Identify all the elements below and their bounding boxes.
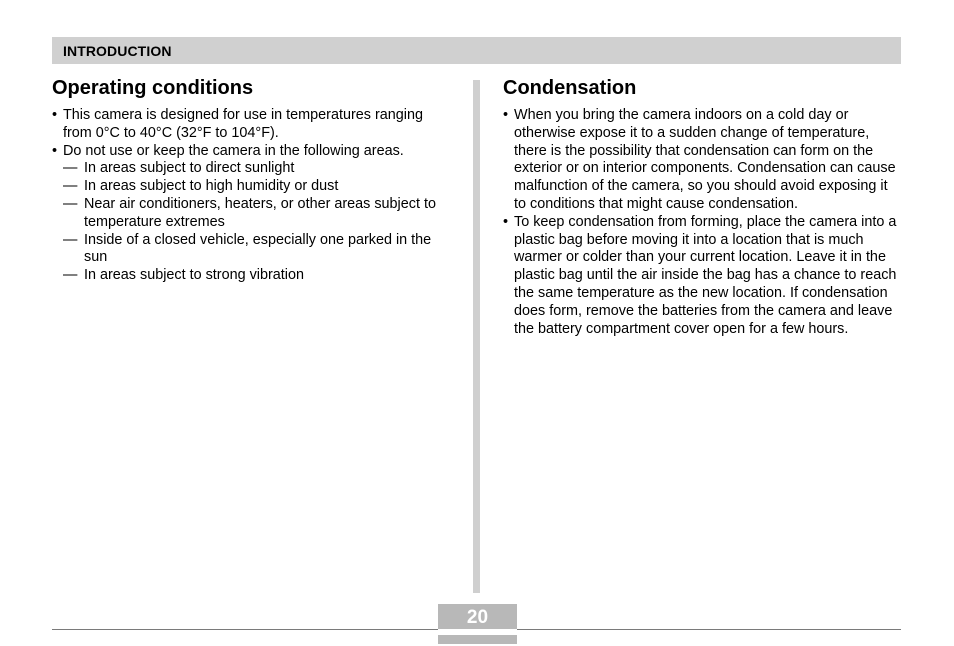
list-item-text: Do not use or keep the camera in the following areas.: [63, 142, 404, 159]
left-column: [52, 76, 452, 285]
list-item-text: Inside of a closed vehicle, especially one parked in the sun: [84, 231, 432, 266]
dash-marker: —: [63, 195, 78, 212]
list-item-text: This camera is designed for use in temperatures ranging from 0°C to 40°C (32°F to 104°F).: [63, 107, 423, 141]
dash-list-item: [52, 160, 452, 178]
bullet-marker: •: [503, 213, 509, 230]
dash-marker: —: [63, 160, 78, 177]
operating-conditions-list: [52, 107, 452, 285]
bullet-list-item: [503, 214, 901, 339]
list-item-text: In areas subject to high humidity or dust: [84, 178, 339, 195]
dash-list-item: [52, 232, 452, 268]
right-column: [503, 76, 901, 338]
page-number-box-gap: [438, 629, 517, 635]
operating-conditions-heading: Operating conditions: [52, 77, 254, 99]
page-number-box: [438, 604, 517, 644]
section-header-bar: [52, 37, 901, 64]
bullet-list-item: [52, 143, 452, 161]
dash-list-item: [52, 178, 452, 196]
bullet-list-item: [52, 107, 452, 143]
dash-list-item: [52, 196, 452, 232]
list-item-text: Near air conditioners, heaters, or other areas subject to temperature extremes: [84, 195, 436, 230]
list-item-text: To keep condensation from forming, place the camera into a plastic bag before moving it into a location that is much warmer or colder than your current location. Leave it in the plastic bag until the air inside the bag has a chance to reach the same temperature as the new location. If condensation does form, remove the batteries from the camera and leave the battery compartment cover open for a few hours.: [514, 213, 897, 337]
dash-marker: —: [63, 267, 78, 284]
section-label: INTRODUCTION: [63, 43, 172, 59]
column-divider: [473, 80, 480, 593]
dash-list-item: [52, 267, 452, 285]
condensation-list: [503, 107, 901, 338]
page-number: 20: [466, 607, 489, 628]
bullet-marker: •: [52, 142, 58, 159]
dash-marker: —: [63, 231, 78, 248]
bullet-list-item: [503, 107, 901, 214]
list-item-text: In areas subject to direct sunlight: [84, 160, 295, 177]
bullet-marker: •: [503, 107, 509, 123]
list-item-text: In areas subject to strong vibration: [84, 267, 304, 284]
dash-marker: —: [63, 178, 78, 195]
list-item-text: When you bring the camera indoors on a cold day or otherwise expose it to a sudden change of temperature, there is the possibility that condensation can form on the exterior or on interior components. Condensation can cause malfunction of the camera, so you should avoid exposing it to conditions that might cause condensation.: [514, 107, 896, 212]
bullet-marker: •: [52, 107, 58, 123]
condensation-heading: Condensation: [503, 77, 637, 99]
